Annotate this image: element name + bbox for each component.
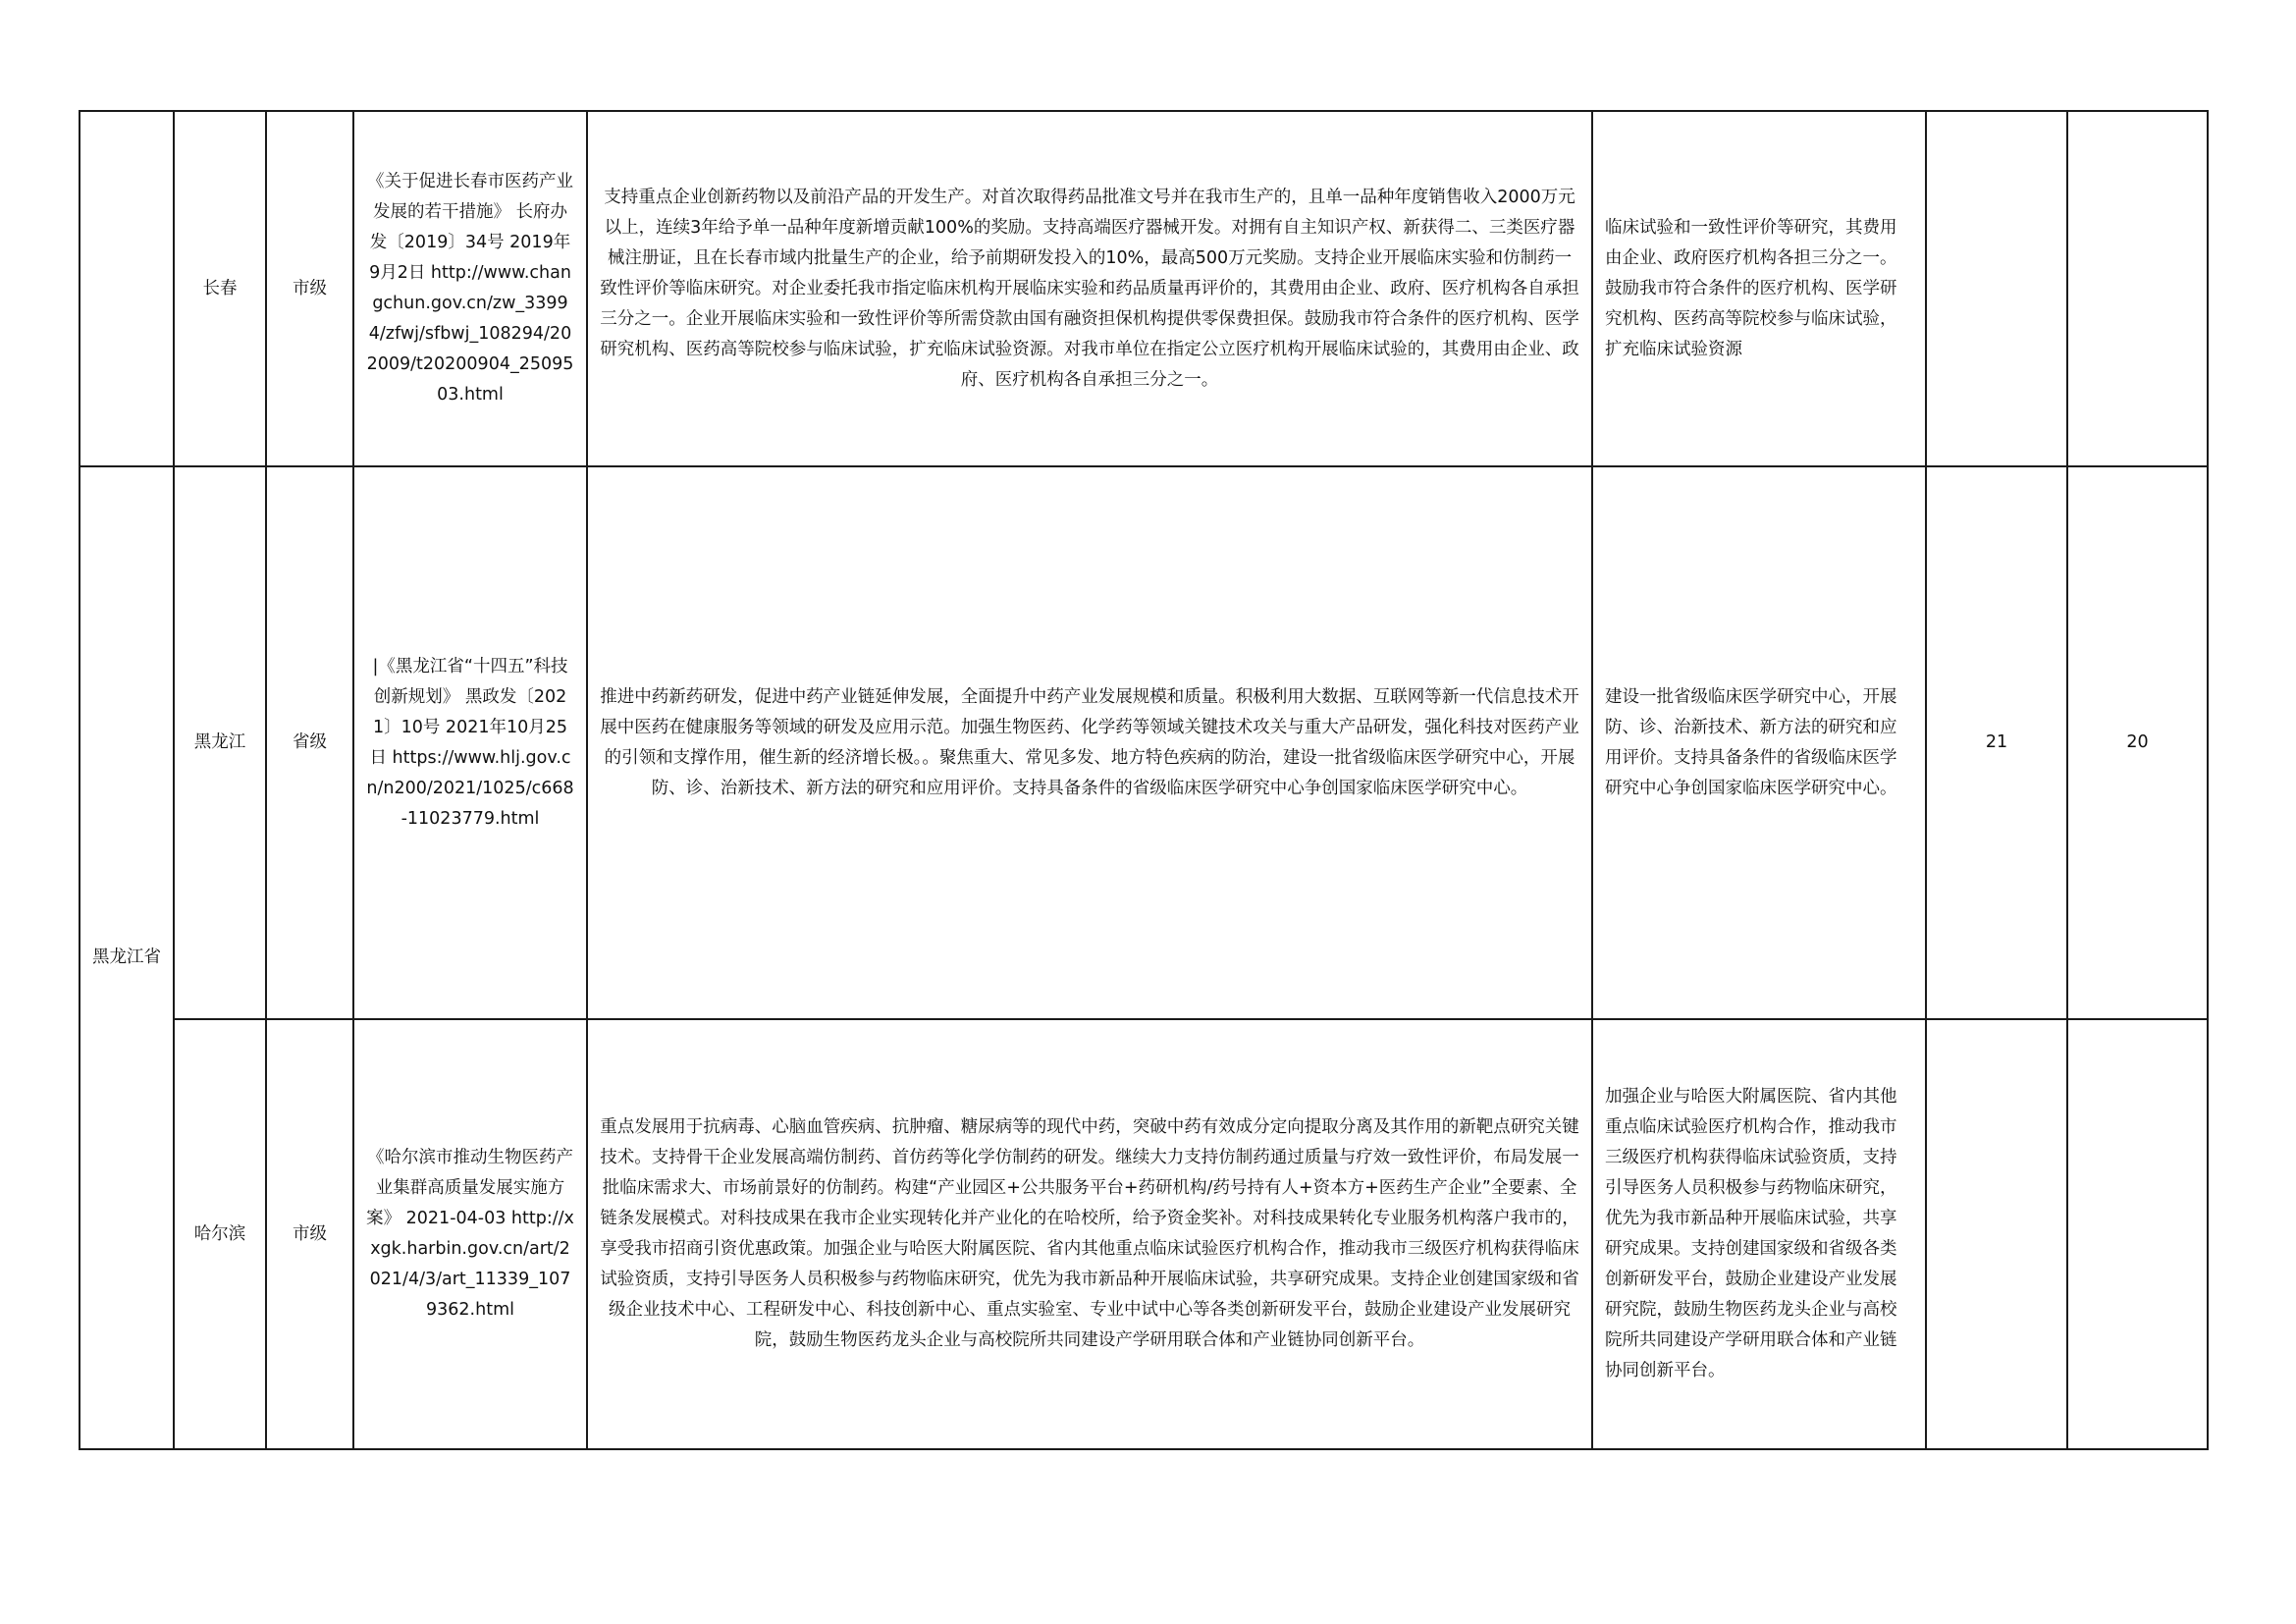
table-row bbox=[80, 466, 2208, 1019]
province-cell: 黑龙江省 bbox=[80, 466, 174, 1449]
table-row bbox=[80, 1019, 2208, 1449]
city-cell: 长春 bbox=[174, 111, 266, 466]
level-cell: 市级 bbox=[266, 1019, 353, 1449]
city-cell: 哈尔滨 bbox=[174, 1019, 266, 1449]
policy-summary-cell: 加强企业与哈医大附属医院、省内其他重点临床试验医疗机构合作，推动我市三级医疗机构获得临床试验资质，支持引导医务人员积极参与药物临床研究，优先为我市新品种开展临床试验，共享研究成果。支持创建国家级和省级各类创新研发平台，鼓励企业建设产业发展研究院，鼓励生物医药龙头企业与高校院所共同建设产学研用联合体和产业链协同创新平台。 bbox=[1592, 1019, 1926, 1449]
policy-table bbox=[79, 110, 2209, 1450]
policy-summary-cell: 临床试验和一致性评价等研究，其费用由企业、政府医疗机构各担三分之一。鼓励我市符合条件的医疗机构、医学研究机构、医药高等院校参与临床试验，扩充临床试验资源 bbox=[1592, 111, 1926, 466]
city-cell: 黑龙江 bbox=[174, 466, 266, 1019]
count-cell-1: 21 bbox=[1926, 466, 2067, 1019]
count-cell-1 bbox=[1926, 111, 2067, 466]
count-cell-2: 20 bbox=[2067, 466, 2208, 1019]
policy-document-cell: 《关于促进长春市医药产业发展的若干措施》 长府办发〔2019〕34号 2019年9月2日 http://www.changchun.gov.cn/zw_33994/zfwj/sfbwj_108294/202009/t20200904_2509503.html bbox=[353, 111, 587, 466]
policy-content-cell: 重点发展用于抗病毒、心脑血管疾病、抗肿瘤、糖尿病等的现代中药，突破中药有效成分定向提取分离及其作用的新靶点研究关键技术。支持骨干企业发展高端仿制药、首仿药等化学仿制药的研发。继续大力支持仿制药通过质量与疗效一致性评价，布局发展一批临床需求大、市场前景好的仿制药。构建“产业园区+公共服务平台+药研机构/药号持有人+资本方+医药生产企业”全要素、全链条发展模式。对科技成果在我市企业实现转化并产业化的在哈校所，给予资金奖补。对科技成果转化专业服务机构落户我市的，享受我市招商引资优惠政策。加强企业与哈医大附属医院、省内其他重点临床试验医疗机构合作，推动我市三级医疗机构获得临床试验资质，支持引导医务人员积极参与药物临床研究，优先为我市新品种开展临床试验，共享研究成果。支持企业创建国家级和省级企业技术中心、工程研发中心、科技创新中心、重点实验室、专业中试中心等各类创新研发平台，鼓励企业建设产业发展研究院，鼓励生物医药龙头企业与高校院所共同建设产学研用联合体和产业链协同创新平台。 bbox=[587, 1019, 1592, 1449]
count-cell-1 bbox=[1926, 1019, 2067, 1449]
level-cell: 省级 bbox=[266, 466, 353, 1019]
count-cell-2 bbox=[2067, 1019, 2208, 1449]
policy-document-cell: 《哈尔滨市推动生物医药产业集群高质量发展实施方案》 2021-04-03 http://xxgk.harbin.gov.cn/art/2021/4/3/art_11339_1079362.html bbox=[353, 1019, 587, 1449]
policy-content-cell: 支持重点企业创新药物以及前沿产品的开发生产。对首次取得药品批准文号并在我市生产的，且单一品种年度销售收入2000万元以上，连续3年给予单一品种年度新增贡献100%的奖励。支持高端医疗器械开发。对拥有自主知识产权、新获得二、三类医疗器械注册证，且在长春市域内批量生产的企业，给予前期研发投入的10%，最高500万元奖励。支持企业开展临床实验和仿制药一致性评价等临床研究。对企业委托我市指定临床机构开展临床实验和药品质量再评价的，其费用由企业、政府、医疗机构各自承担三分之一。企业开展临床实验和一致性评价等所需贷款由国有融资担保机构提供零保费担保。鼓励我市符合条件的医疗机构、医学研究机构、医药高等院校参与临床试验，扩充临床试验资源。对我市单位在指定公立医疗机构开展临床试验的，其费用由企业、政府、医疗机构各自承担三分之一。 bbox=[587, 111, 1592, 466]
level-cell: 市级 bbox=[266, 111, 353, 466]
policy-document-cell: |《黑龙江省“十四五”科技创新规划》 黑政发〔2021〕10号 2021年10月25日 https://www.hlj.gov.cn/n200/2021/1025/c668-11023779.html bbox=[353, 466, 587, 1019]
count-cell-2 bbox=[2067, 111, 2208, 466]
policy-content-cell: 推进中药新药研发，促进中药产业链延伸发展，全面提升中药产业发展规模和质量。积极利用大数据、互联网等新一代信息技术开展中医药在健康服务等领域的研发及应用示范。加强生物医药、化学药等领域关键技术攻关与重大产品研发，强化科技对医药产业的引领和支撑作用，催生新的经济增长极。。聚焦重大、常见多发、地方特色疾病的防治，建设一批省级临床医学研究中心，开展防、诊、治新技术、新方法的研究和应用评价。支持具备条件的省级临床医学研究中心争创国家临床医学研究中心。 bbox=[587, 466, 1592, 1019]
policy-summary-cell: 建设一批省级临床医学研究中心，开展防、诊、治新技术、新方法的研究和应用评价。支持具备条件的省级临床医学研究中心争创国家临床医学研究中心。 bbox=[1592, 466, 1926, 1019]
province-cell bbox=[80, 111, 174, 466]
table-row bbox=[80, 111, 2208, 466]
